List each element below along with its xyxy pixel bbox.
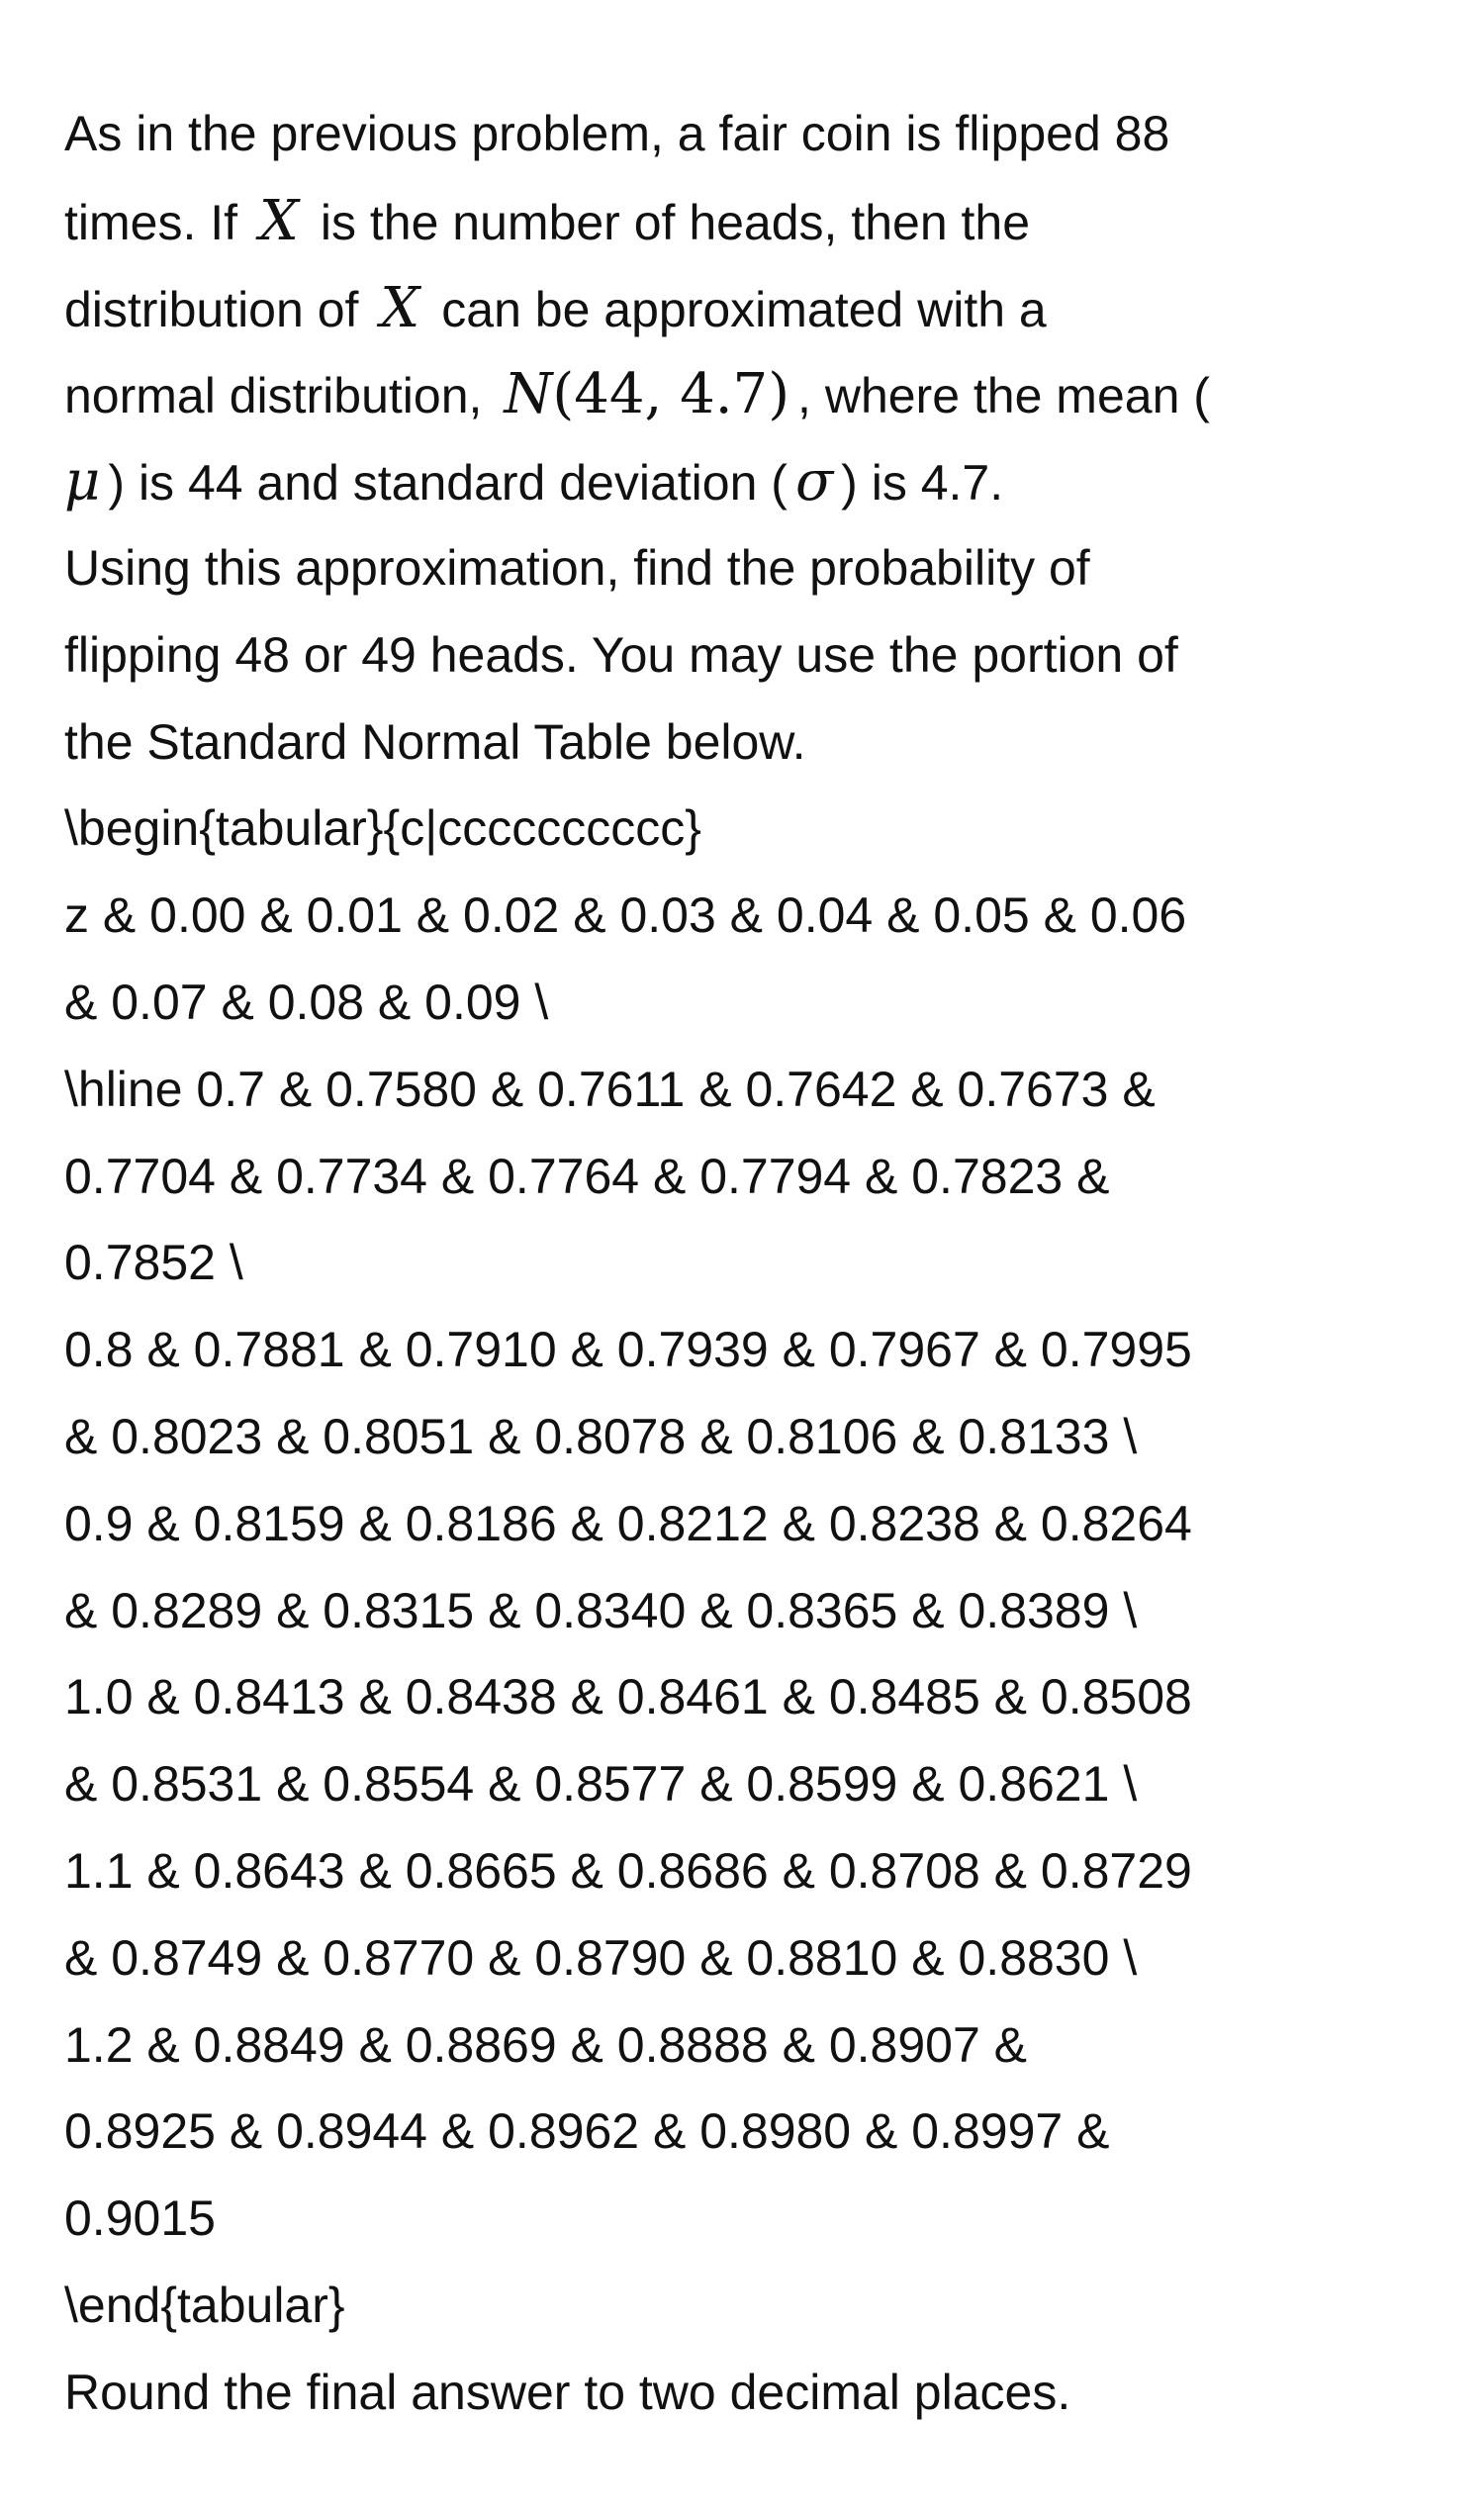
intro-text: can be approximated with a: [441, 281, 1047, 337]
standard-normal-table-source: [64, 786, 1425, 2349]
table-line: & 0.8289 & 0.8315 & 0.8340 & 0.8365 & 0.8389 \: [64, 1582, 1138, 1638]
problem-statement: [64, 91, 1425, 786]
intro-line-3: [64, 265, 1425, 352]
table-line: 0.8 & 0.7881 & 0.7910 & 0.7939 & 0.7967 & 0.7995: [64, 1322, 1192, 1378]
intro-line-2: [64, 178, 1425, 265]
tabular-begin: \begin{tabular}{c|cccccccccc}: [64, 800, 701, 857]
table-line: & 0.8531 & 0.8554 & 0.8577 & 0.8599 & 0.8621 \: [64, 1756, 1138, 1813]
table-line: 0.7704 & 0.7734 & 0.7764 & 0.7794 & 0.7823 &: [64, 1148, 1110, 1204]
math-normal-params: (44, 4.7): [552, 362, 790, 427]
math-normal-N: N: [504, 362, 553, 427]
math-sigma: σ: [794, 449, 834, 514]
intro-text: ) is 4.7.: [841, 455, 1004, 512]
intro-text: normal distribution,: [64, 368, 483, 424]
intro-text: , where the mean (: [797, 368, 1210, 424]
table-line: & 0.8749 & 0.8770 & 0.8790 & 0.8810 & 0.8830 \: [64, 1929, 1138, 1986]
math-variable-x: X: [380, 275, 420, 340]
intro-text: is the number of heads, then the: [320, 194, 1031, 250]
intro-text: distribution of: [64, 281, 359, 337]
table-line: 1.2 & 0.8849 & 0.8869 & 0.8888 & 0.8907 &: [64, 2016, 1027, 2073]
table-line: \hline 0.7 & 0.7580 & 0.7611 & 0.7642 & 0.7673 &: [64, 1061, 1156, 1117]
table-line: 0.7852 \: [64, 1235, 243, 1291]
intro-line-4: [64, 351, 1425, 438]
tabular-end: \end{tabular}: [64, 2277, 345, 2333]
task-line-3: the Standard Normal Table below.: [64, 713, 806, 770]
intro-text: ) is 44 and standard deviation (: [108, 455, 788, 512]
task-line-1: Using this approximation, find the probability of: [64, 539, 1090, 596]
table-line: 0.8925 & 0.8944 & 0.8962 & 0.8980 & 0.8997 &: [64, 2103, 1110, 2160]
table-line: & 0.8023 & 0.8051 & 0.8078 & 0.8106 & 0.8133 \: [64, 1408, 1138, 1464]
intro-line-1: As in the previous problem, a fair coin is flipped 88: [64, 106, 1170, 161]
intro-text: times. If: [64, 194, 238, 250]
table-line: z & 0.00 & 0.01 & 0.02 & 0.03 & 0.04 & 0.05 & 0.06: [64, 887, 1187, 944]
table-line: 0.9015: [64, 2190, 216, 2247]
table-line: 1.0 & 0.8413 & 0.8438 & 0.8461 & 0.8485 & 0.8508: [64, 1669, 1192, 1725]
table-line: 0.9 & 0.8159 & 0.8186 & 0.8212 & 0.8238 & 0.8264: [64, 1495, 1192, 1551]
table-line: & 0.07 & 0.08 & 0.09 \: [64, 974, 549, 1030]
table-line: 1.1 & 0.8643 & 0.8665 & 0.8686 & 0.8708 & 0.8729: [64, 1842, 1192, 1899]
task-line-2: flipping 48 or 49 heads. You may use the portion of: [64, 626, 1178, 683]
math-mu: μ: [64, 449, 101, 514]
math-variable-x: X: [259, 188, 299, 253]
intro-line-5: [64, 438, 1425, 525]
rounding-instruction: Round the final answer to two decimal places.: [64, 2364, 1071, 2420]
